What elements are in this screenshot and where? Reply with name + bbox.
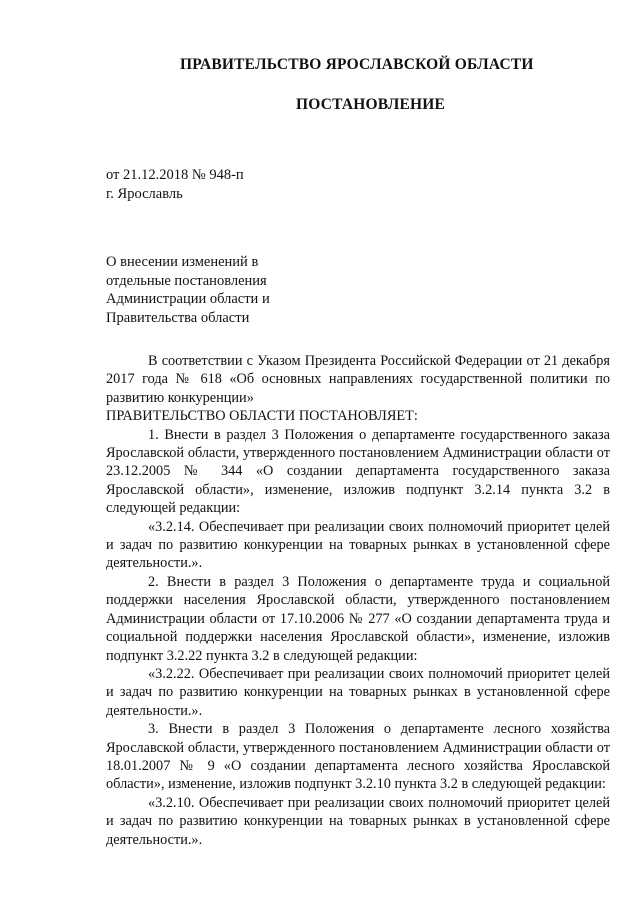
item-2-paragraph: 2. Внести в раздел 3 Положения о департаменте труда и социальной поддержки населения Ярославской области, утвержденного постановлением Администрации области от 17.10.2006 № 277 «О создании департамента труда и социальной поддержки населения Ярославской области», изменение, изложив подпункт 3.2.22 пункта 3.2 в следующей редакции: — [106, 573, 610, 664]
subject-line: Администрации области и — [106, 291, 270, 307]
item-2-quote: «3.2.22. Обеспечивает при реализации своих полномочий приоритет целей и задач по развитию конкуренции на товарных рынках в установленной сфере деятельности.». — [106, 665, 610, 719]
preamble-paragraph: В соответствии с Указом Президента Российской Федерации от 21 декабря 2017 года № 618 «Об основных направлениях государственной политики по развитию конкуренции» — [106, 353, 610, 406]
item-1-quote: «3.2.14. Обеспечивает при реализации своих полномочий приоритет целей и задач по развитию конкуренции на товарных рынках в установленной сфере деятельности.». — [106, 518, 610, 572]
city: г. Ярославль — [106, 186, 183, 202]
document-subject — [106, 253, 356, 327]
date-number: от 21.12.2018 № 948-п — [106, 167, 244, 183]
government-heading: ПРАВИТЕЛЬСТВО ЯРОСЛАВСКОЙ ОБЛАСТИ — [180, 56, 534, 73]
subject-line: отдельные постановления — [106, 272, 267, 289]
subject-line: Правительства области — [106, 309, 250, 326]
resolves-line: ПРАВИТЕЛЬСТВО ОБЛАСТИ ПОСТАНОВЛЯЕТ: — [106, 408, 418, 425]
document-body — [106, 352, 610, 849]
item-3-quote: «3.2.10. Обеспечивает при реализации своих полномочий приоритет целей и задач по развитию конкуренции на товарных рынках в установленной сфере деятельности.». — [106, 794, 610, 848]
subject-line: О внесении изменений в — [106, 254, 259, 270]
item-3-paragraph: 3. Внести в раздел 3 Положения о департаменте лесного хозяйства Ярославской области, утвержденного постановлением Администрации области от 18.01.2007 № 9 «О создании департамента лесного хозяйства Ярославской области», изменение, изложив подпункт 3.2.10 пункта 3.2 в следующей редакции: — [106, 721, 610, 793]
document-type-heading: ПОСТАНОВЛЕНИЕ — [296, 96, 446, 113]
item-1-paragraph: 1. Внести в раздел 3 Положения о департаменте государственного заказа Ярославской области, утвержденного постановлением Администрации области от 23.12.2005 № 344 «О создании департамента государственного заказа Ярославской области», изменение, изложив подпункт 3.2.14 пункта 3.2 в следующей редакции: — [106, 426, 610, 517]
document-meta — [106, 166, 244, 204]
